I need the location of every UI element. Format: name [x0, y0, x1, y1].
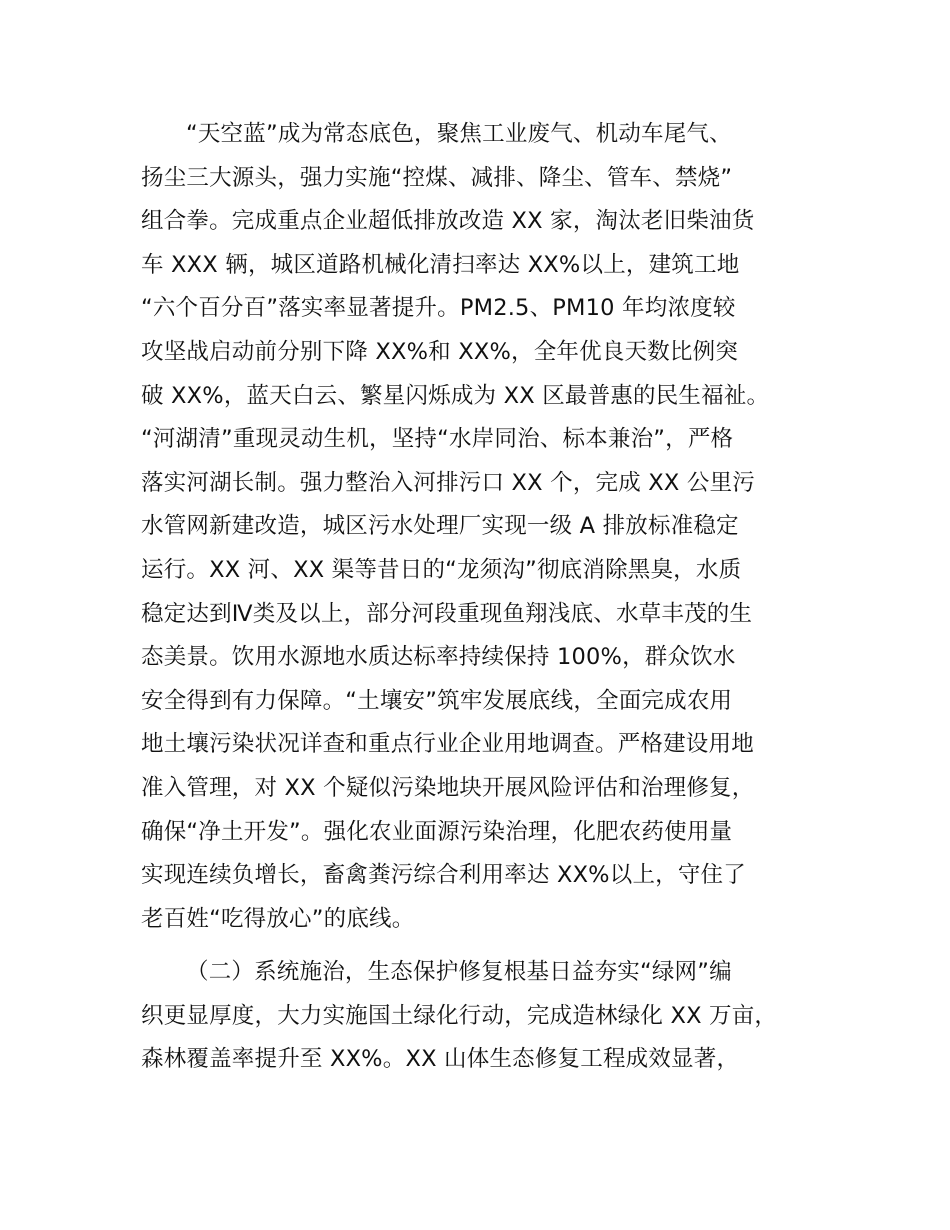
text-line: 森林覆盖率提升至 XX%。XX 山体生态修复工程成效显著，	[141, 1046, 740, 1073]
text-line: 水管网新建改造，城区污水处理厂实现一级 A 排放标准稳定	[141, 513, 739, 540]
text-line: 稳定达到Ⅳ类及以上，部分河段重现鱼翔浅底、水草丰茂的生	[141, 600, 753, 627]
text-line: “河湖清”重现灵动生机，坚持“水岸同治、标本兼治”，严格	[141, 426, 734, 453]
document-page	[141, 113, 831, 1082]
text-line: 组合拳。完成重点企业超低排放改造 XX 家，淘汰老旧柴油货	[141, 208, 755, 235]
text-line: 运行。XX 河、XX 渠等昔日的“龙须沟”彻底消除黑臭，水质	[141, 556, 742, 583]
text-line: “天空蓝”成为常态底色，聚焦工业废气、机动车尾气、	[186, 121, 732, 147]
text-line: 车 XXX 辆，城区道路机械化清扫率达 XX%以上，建筑工地	[141, 251, 740, 278]
text-line: 实现连续负增长，畜禽粪污综合利用率达 XX%以上，守住了	[141, 862, 746, 889]
paragraph-air-water-soil	[141, 113, 831, 941]
text-line: 织更显厚度，大力实施国土绿化行动，完成造林绿化 XX 万亩，	[141, 1002, 778, 1029]
text-line: 态美景。饮用水源地水质达标率持续保持 100%，群众饮水	[141, 644, 736, 671]
text-line: 安全得到有力保障。“土壤安”筑牢发展底线，全面完成农用	[141, 687, 733, 714]
text-line: 破 XX%，蓝天白云、繁星闪烁成为 XX 区最普惠的民生福祉。	[141, 382, 770, 409]
section-heading-line: （二）系统施治，生态保护修复根基日益夯实“绿网”编	[186, 959, 732, 986]
text-line: 准入管理，对 XX 个疑似污染地块开展风险评估和治理修复，	[141, 774, 755, 801]
paragraph-spacer	[141, 941, 831, 951]
text-line: 扬尘三大源头，强力实施“控煤、减排、降尘、管车、禁烧”	[141, 164, 733, 191]
text-line: 确保“净土开发”。强化农业面源污染治理，化肥农药使用量	[141, 818, 733, 845]
text-line: 老百姓“吃得放心”的底线。	[141, 905, 415, 932]
text-line: 地土壤污染状况详查和重点行业企业用地调查。严格建设用地	[141, 731, 754, 758]
paragraph-ecological-restoration	[141, 951, 831, 1082]
text-line: 落实河湖长制。强力整治入河排污口 XX 个，完成 XX 公里污	[141, 469, 755, 496]
text-line: “六个百分百”落实率显著提升。PM2.5、PM10 年均浓度较	[141, 295, 736, 322]
text-line: 攻坚战启动前分别下降 XX%和 XX%，全年优良天数比例突	[141, 338, 739, 365]
